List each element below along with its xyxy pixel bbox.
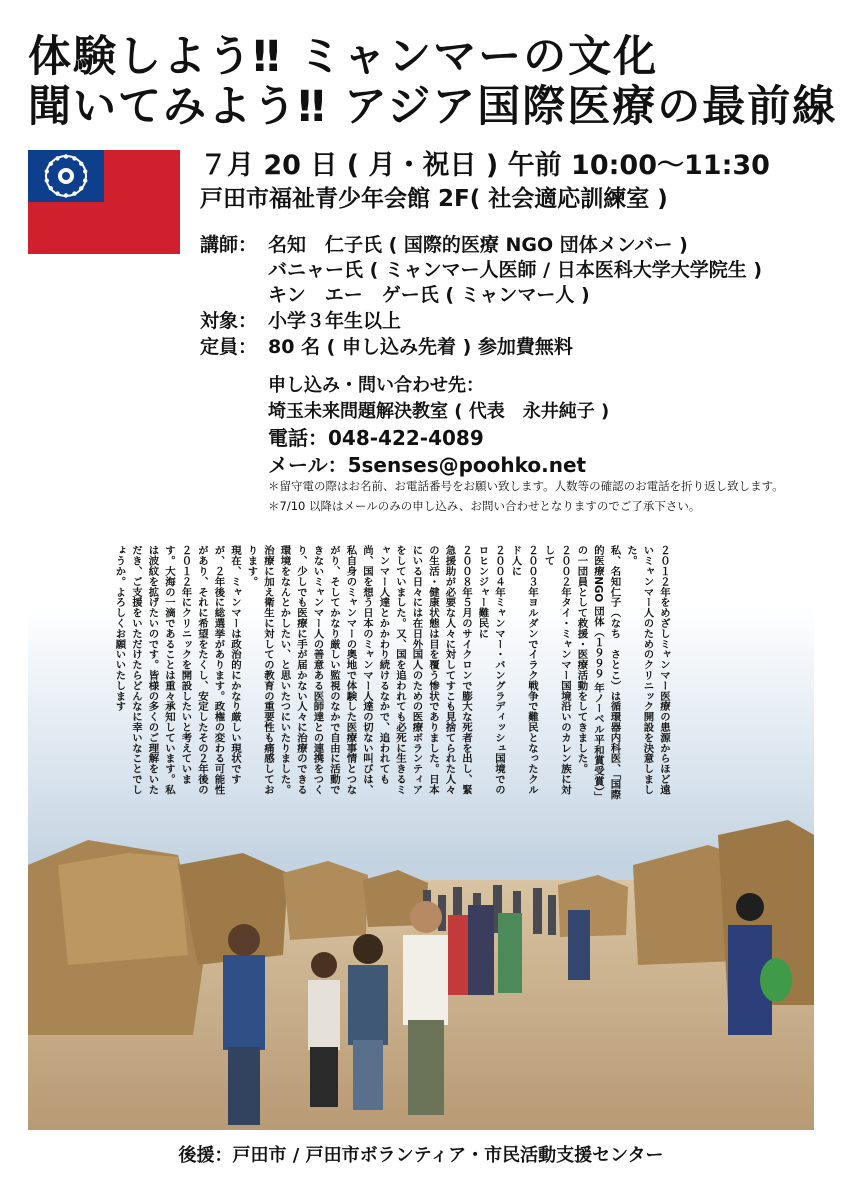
story-paragraph-1: ２０１２年をめざしミャンマー医療の患源からほど遠いミャンマー人のためのクリニック開設を決意しました。	[625, 545, 670, 795]
flag-canton	[28, 150, 104, 202]
event-venue: 戸田市福祉青少年会館 2F( 社会適応訓練室 )	[200, 186, 668, 212]
capacity-value: 80 名 ( 申し込み先着 ) 参加費無料	[268, 336, 573, 358]
sponsor-line: 後援：戸田市 / 戸田市ボランティア・市民活動支援センター	[178, 1145, 664, 1166]
lecturer-2: バニャー氏 ( ミャンマー人医師 / 日本医科大学大学院生 )	[268, 259, 763, 281]
contact-org: 埼玉未来問題解決教室 ( 代表 永井純子 )	[268, 401, 610, 422]
contact-phone: 電話：048-422-4089	[268, 426, 484, 450]
story-paragraph-5: ２００４年ミャンマー・バングラディッシュ国境でのロヒンジャー難民に	[476, 545, 505, 795]
story-paragraph-3: ２００２年タイ・ミャンマー国境沿いのカレン族に対して	[542, 545, 571, 795]
lecturer-1: 名知 仁子氏 ( 国際的医療 NGO 団体メンバー )	[268, 234, 688, 256]
story-text	[113, 545, 672, 803]
contact-note-1: ＊留守電の際はお名前、お電話番号をお願い致します。人数等の確認のお電話を折り返し致します。	[268, 479, 784, 493]
myanmar-flag-icon	[28, 150, 180, 254]
target-label: 対象：	[200, 310, 258, 332]
story-paragraph-6: ２００８年５月のサイクロンで膨大な死者を出し、緊急援助が必要な人々に対してすこも見捨てられた人々の生活・健康状態は目を覆う惨状でありました。日本にいる日々には在日外国人のための医療ボランティアをしていました。又、国を追われても必死に生きるミャンマー人達とかかわり続けるなかで、追われても尚、国を想う日本のミャンマー人達の切ない叫びは、私自身のミャンマーの奥地で体験した医療事情とつながり、そしてかなり厳しい監視のなかで自由に活動できないミャンマー人の善意ある医師達との連携をつくり、少しでも医療に手が届かない人々に治療のできる環境をなんとかしたい、と思いたつにいたりました。治療に加え衛生に対しての教育の重要性も痛感しております。	[245, 545, 472, 795]
contact-note-2: ＊7/10 以降はメールのみの申し込み、お問い合わせとなりますのでご了承下さい。	[268, 499, 701, 513]
title-line-2: 聞いてみよう‼ アジア国際医療の最前線	[28, 82, 838, 132]
contact-email[interactable]: メール：5senses@poohko.net	[268, 453, 587, 477]
lecturer-label: 講師：	[200, 234, 258, 256]
title-line-1: 体験しよう‼ ミャンマーの文化	[28, 32, 659, 82]
target-value: 小学３年生以上	[268, 310, 402, 332]
story-paragraph-4: ２００３年ヨルダンでイラク戦争で難民となったクルド人に	[509, 545, 538, 795]
contact-heading: 申し込み・問い合わせ先：	[268, 375, 484, 396]
story-paragraph-2: 私、名知仁子（なち さとこ）は循環器内科医、「国際的医療NGO 団体（１９９９ 年ノーベル平和賞受賞）」の一団員として救援・医療活動をしてきました。	[575, 545, 621, 802]
capacity-label: 定員：	[200, 336, 258, 358]
story-paragraph-7: 現在、ミャンマーは政治的にかなり厳しい現状ですが、２年後に総選挙があります。政権の変わる可能性があり、それに希望をたくし、安定したその２年後の２０１２年にクリニックを開設したいと考えています。大海の一滴であることは重々承知しています。私は波紋を拡げたいのです。皆様の多くのご理解をいただき、ご支援をいただけたらどんなに幸いなことでしょうか。よろしくお願いいたします	[113, 545, 241, 795]
lecturer-3: キン エー ゲー氏 ( ミャンマー人 )	[268, 284, 590, 306]
flag-emblem-icon	[28, 150, 104, 202]
event-date: ７月 20 日 ( 月・祝日 ) 午前 10:00〜11:30	[200, 150, 770, 181]
